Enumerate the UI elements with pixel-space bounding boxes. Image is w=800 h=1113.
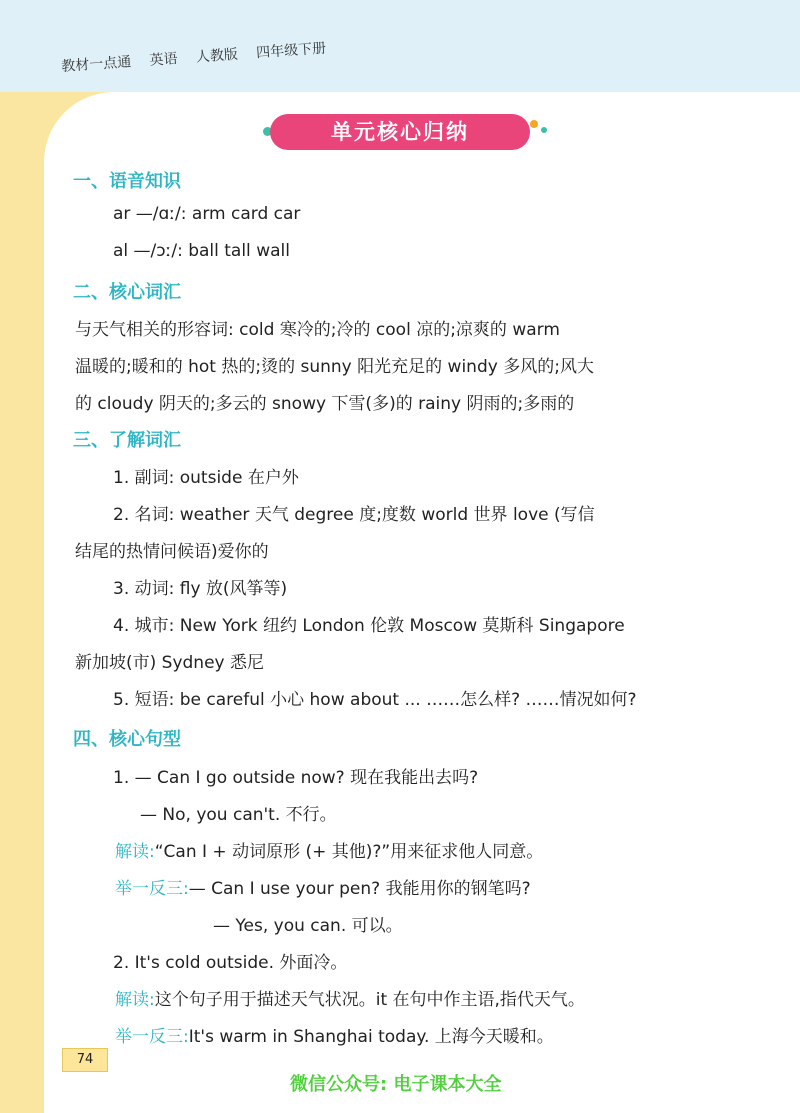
series-name: 教材一点通 [60, 54, 132, 76]
pattern-2-example [115, 1022, 554, 1047]
note-label: 解读: [115, 990, 155, 1010]
pattern-2-sentence: 2. It's cold outside. 外面冷。 [113, 953, 348, 973]
phonics-al: al —/ɔː/: ball tall wall [113, 241, 290, 261]
pattern-1-question: 1. — Can I go outside now? 现在我能出去吗? [113, 768, 479, 788]
section-extra-vocab-title: 三、了解词汇 [73, 430, 181, 451]
example-label: 举一反三: [115, 1027, 189, 1047]
extra-vocab-city: 4. 城市: New York 纽约 London 伦敦 Moscow 莫斯科 Singapore [113, 616, 625, 636]
core-vocab-line: 温暖的;暖和的 hot 热的;烫的 sunny 阳光充足的 windy 多风的;风大 [75, 357, 594, 377]
note-text: 这个句子用于描述天气状况。it 在句中作主语,指代天气。 [154, 990, 585, 1010]
pattern-2-note [115, 985, 585, 1010]
core-vocab-line: 与天气相关的形容词: cold 寒冷的;冷的 cool 凉的;凉爽的 warm [75, 320, 560, 340]
section-core-vocab-title: 二、核心词汇 [73, 282, 181, 303]
edition: 人教版 [195, 46, 239, 66]
decor-dot-icon [530, 120, 538, 128]
note-text: “Can I + 动词原形 (+ 其他)?”用来征求他人同意。 [154, 842, 544, 862]
example-text: It's warm in Shanghai today. 上海今天暖和。 [188, 1027, 554, 1047]
extra-vocab-verb: 3. 动词: fly 放(风筝等) [113, 579, 288, 599]
pattern-1-example-answer: — Yes, you can. 可以。 [213, 916, 403, 936]
note-label: 解读: [115, 842, 155, 862]
grade: 四年级下册 [255, 40, 327, 62]
example-label: 举一反三: [115, 879, 189, 899]
section-phonics-title: 一、语音知识 [73, 171, 181, 192]
extra-vocab-noun-cont: 结尾的热情问候语)爱你的 [75, 542, 269, 562]
pattern-1-note [115, 837, 543, 862]
example-text: — Can I use your pen? 我能用你的钢笔吗? [188, 879, 531, 899]
watermark-text: 微信公众号: 电子课本大全 [290, 1074, 502, 1095]
unit-summary-banner: 单元核心归纳 [270, 114, 530, 150]
phonics-ar: ar —/ɑː/: arm card car [113, 204, 301, 224]
extra-vocab-adverb: 1. 副词: outside 在户外 [113, 468, 299, 488]
decor-dot-icon [541, 127, 547, 133]
extra-vocab-noun: 2. 名词: weather 天气 degree 度;度数 world 世界 love (写信 [113, 505, 595, 525]
core-vocab-line: 的 cloudy 阴天的;多云的 snowy 下雪(多)的 rainy 阴雨的;多雨的 [75, 394, 575, 414]
section-patterns-title: 四、核心句型 [73, 729, 181, 750]
page-number: 74 [62, 1048, 108, 1072]
pattern-1-answer: — No, you can't. 不行。 [140, 805, 337, 825]
top-strip [0, 0, 800, 92]
subject: 英语 [149, 50, 179, 69]
extra-vocab-phrase: 5. 短语: be careful 小心 how about ... ……怎么样? ……情况如何? [113, 690, 637, 710]
extra-vocab-city-cont: 新加坡(市) Sydney 悉尼 [75, 653, 265, 673]
pattern-1-example [115, 874, 531, 899]
